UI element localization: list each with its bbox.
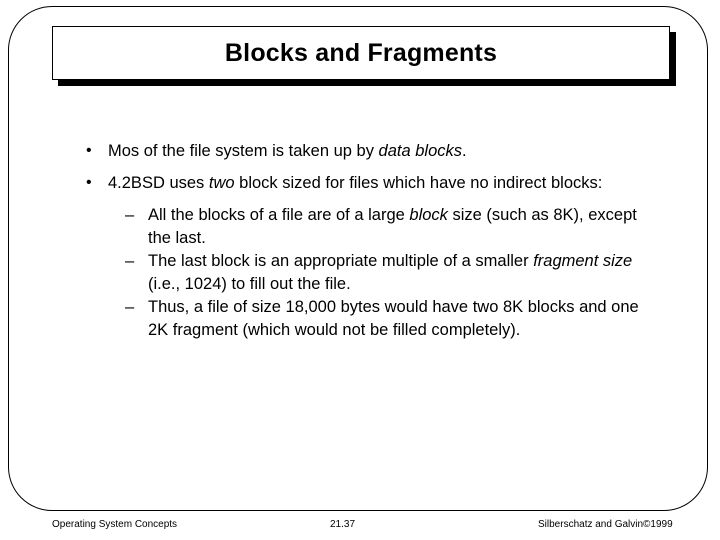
text-run: The last block is an appropriate multiple of a smaller <box>148 252 534 270</box>
sub-bullet-text: Thus, a file of size 18,000 bytes would have two 8K blocks and one 2K fragment (which would not be filled completely). <box>148 298 639 339</box>
bullet-text <box>108 174 602 192</box>
text-run: Mos of the file system is taken up by <box>108 142 379 160</box>
footer-course: Operating System Concepts <box>52 519 178 530</box>
text-run-italic: two <box>208 174 235 192</box>
bullet-text <box>108 142 467 160</box>
footer-copyright: Silberschatz and Galvin©1999 <box>538 519 673 530</box>
sub-bullet-item <box>108 250 646 296</box>
bullet-item <box>86 172 646 195</box>
text-run: block sized for files which have no indirect blocks: <box>234 174 603 192</box>
bullet-item <box>86 140 646 163</box>
slide-title: Blocks and Fragments <box>224 38 498 67</box>
slide-body <box>86 140 646 342</box>
text-run: (i.e., 1024) to fill out the file. <box>148 275 351 293</box>
sub-bullet-dash: – <box>125 206 135 224</box>
title-box <box>52 26 670 80</box>
footer-page-number: 21.37 <box>330 519 356 530</box>
text-run-italic: data blocks <box>378 142 463 160</box>
sub-bullet-dash: – <box>125 252 135 270</box>
text-run: 4.2BSD uses <box>108 174 209 192</box>
sub-bullet-item <box>108 296 646 342</box>
bullet-dot: • <box>86 174 92 191</box>
text-run-italic: block <box>409 206 448 224</box>
text-run: size (such as 8K), except the last. <box>148 206 637 247</box>
text-run-italic: fragment size <box>533 252 633 270</box>
sub-bullet-item <box>108 204 646 250</box>
text-run: . <box>462 142 467 160</box>
sub-bullet-text <box>148 252 632 293</box>
text-run: All the blocks of a file are of a large <box>148 206 410 224</box>
sub-bullet-dash: – <box>125 298 135 316</box>
bullet-dot: • <box>86 142 92 159</box>
sub-bullet-text <box>148 206 637 247</box>
